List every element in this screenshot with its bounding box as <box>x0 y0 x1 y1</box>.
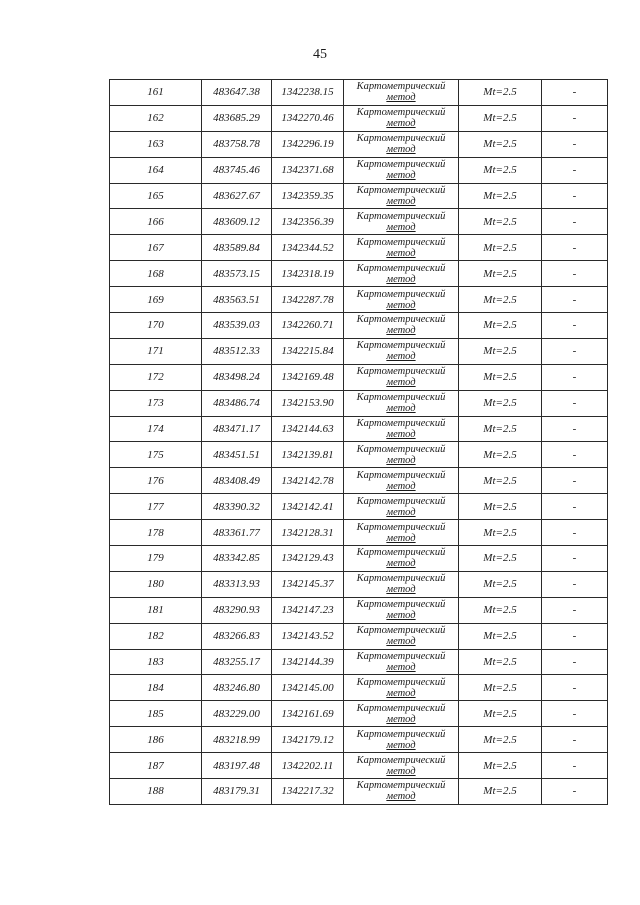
method-line-1: Картометрический <box>356 625 446 637</box>
method-cell <box>344 571 459 597</box>
accuracy-cell: Mt=2.5 <box>459 80 542 106</box>
point-number-cell: 167 <box>110 235 202 261</box>
note-cell: - <box>542 468 608 494</box>
accuracy-cell: Mt=2.5 <box>459 364 542 390</box>
accuracy-cell: Mt=2.5 <box>459 494 542 520</box>
x-coordinate-cell: 483451.51 <box>202 442 272 468</box>
method-line-1: Картометрический <box>356 651 446 663</box>
x-coordinate-cell: 483627.67 <box>202 183 272 209</box>
x-coordinate-cell: 483246.80 <box>202 675 272 701</box>
table-row <box>110 183 608 209</box>
x-coordinate-cell: 483361.77 <box>202 520 272 546</box>
method-line-2: метод <box>386 429 416 441</box>
note-cell: - <box>542 520 608 546</box>
accuracy-cell: Mt=2.5 <box>459 753 542 779</box>
x-coordinate-cell: 483255.17 <box>202 649 272 675</box>
method-cell <box>344 779 459 805</box>
y-coordinate-cell: 1342296.19 <box>272 131 344 157</box>
point-number-cell: 164 <box>110 157 202 183</box>
point-number-cell: 177 <box>110 494 202 520</box>
table-row <box>110 442 608 468</box>
note-cell: - <box>542 442 608 468</box>
method-line-2: метод <box>386 506 416 518</box>
method-cell <box>344 183 459 209</box>
method-cell <box>344 131 459 157</box>
method-cell <box>344 390 459 416</box>
point-number-cell: 178 <box>110 520 202 546</box>
point-number-cell: 175 <box>110 442 202 468</box>
point-number-cell: 163 <box>110 131 202 157</box>
y-coordinate-cell: 1342145.00 <box>272 675 344 701</box>
method-cell <box>344 235 459 261</box>
x-coordinate-cell: 483313.93 <box>202 571 272 597</box>
method-line-2: метод <box>386 377 416 389</box>
point-number-cell: 161 <box>110 80 202 106</box>
y-coordinate-cell: 1342153.90 <box>272 390 344 416</box>
method-line-1: Картометрический <box>356 728 446 740</box>
point-number-cell: 182 <box>110 623 202 649</box>
x-coordinate-cell: 483471.17 <box>202 416 272 442</box>
accuracy-cell: Mt=2.5 <box>459 235 542 261</box>
method-line-1: Картометрический <box>356 780 446 792</box>
method-line-2: метод <box>386 765 416 777</box>
accuracy-cell: Mt=2.5 <box>459 649 542 675</box>
accuracy-cell: Mt=2.5 <box>459 105 542 131</box>
accuracy-cell: Mt=2.5 <box>459 261 542 287</box>
note-cell: - <box>542 649 608 675</box>
accuracy-cell: Mt=2.5 <box>459 701 542 727</box>
table-row <box>110 494 608 520</box>
accuracy-cell: Mt=2.5 <box>459 623 542 649</box>
note-cell: - <box>542 597 608 623</box>
accuracy-cell: Mt=2.5 <box>459 416 542 442</box>
point-number-cell: 169 <box>110 287 202 313</box>
note-cell: - <box>542 623 608 649</box>
y-coordinate-cell: 1342344.52 <box>272 235 344 261</box>
method-cell <box>344 442 459 468</box>
method-line-1: Картометрический <box>356 210 446 222</box>
method-line-1: Картометрический <box>356 314 446 326</box>
accuracy-cell: Mt=2.5 <box>459 442 542 468</box>
method-line-2: метод <box>386 532 416 544</box>
y-coordinate-cell: 1342371.68 <box>272 157 344 183</box>
point-number-cell: 188 <box>110 779 202 805</box>
note-cell: - <box>542 390 608 416</box>
y-coordinate-cell: 1342144.39 <box>272 649 344 675</box>
x-coordinate-cell: 483266.83 <box>202 623 272 649</box>
method-cell <box>344 468 459 494</box>
point-number-cell: 187 <box>110 753 202 779</box>
note-cell: - <box>542 416 608 442</box>
table-row <box>110 364 608 390</box>
x-coordinate-cell: 483498.24 <box>202 364 272 390</box>
method-line-2: метод <box>386 662 416 674</box>
note-cell: - <box>542 80 608 106</box>
point-number-cell: 170 <box>110 313 202 339</box>
accuracy-cell: Mt=2.5 <box>459 209 542 235</box>
note-cell: - <box>542 546 608 572</box>
note-cell: - <box>542 364 608 390</box>
method-line-1: Картометрический <box>356 676 446 688</box>
y-coordinate-cell: 1342217.32 <box>272 779 344 805</box>
accuracy-cell: Mt=2.5 <box>459 546 542 572</box>
x-coordinate-cell: 483197.48 <box>202 753 272 779</box>
x-coordinate-cell: 483218.99 <box>202 727 272 753</box>
y-coordinate-cell: 1342215.84 <box>272 338 344 364</box>
accuracy-cell: Mt=2.5 <box>459 597 542 623</box>
note-cell: - <box>542 287 608 313</box>
y-coordinate-cell: 1342147.23 <box>272 597 344 623</box>
y-coordinate-cell: 1342238.15 <box>272 80 344 106</box>
x-coordinate-cell: 483647.38 <box>202 80 272 106</box>
x-coordinate-cell: 483408.49 <box>202 468 272 494</box>
y-coordinate-cell: 1342128.31 <box>272 520 344 546</box>
accuracy-cell: Mt=2.5 <box>459 520 542 546</box>
accuracy-cell: Mt=2.5 <box>459 183 542 209</box>
method-cell <box>344 546 459 572</box>
table-row <box>110 520 608 546</box>
table-row <box>110 313 608 339</box>
note-cell: - <box>542 338 608 364</box>
coordinates-table <box>109 79 608 805</box>
point-number-cell: 186 <box>110 727 202 753</box>
accuracy-cell: Mt=2.5 <box>459 468 542 494</box>
method-line-1: Картометрический <box>356 495 446 507</box>
table-row <box>110 390 608 416</box>
accuracy-cell: Mt=2.5 <box>459 313 542 339</box>
method-cell <box>344 287 459 313</box>
note-cell: - <box>542 779 608 805</box>
table-row <box>110 338 608 364</box>
point-number-cell: 162 <box>110 105 202 131</box>
note-cell: - <box>542 494 608 520</box>
note-cell: - <box>542 675 608 701</box>
table-row <box>110 649 608 675</box>
method-line-2: метод <box>386 196 416 207</box>
y-coordinate-cell: 1342144.63 <box>272 416 344 442</box>
method-line-2: метод <box>386 325 416 337</box>
point-number-cell: 172 <box>110 364 202 390</box>
method-line-1: Картометрический <box>356 288 446 300</box>
table-row <box>110 416 608 442</box>
y-coordinate-cell: 1342143.52 <box>272 623 344 649</box>
y-coordinate-cell: 1342161.69 <box>272 701 344 727</box>
point-number-cell: 185 <box>110 701 202 727</box>
note-cell: - <box>542 701 608 727</box>
table-row <box>110 779 608 805</box>
method-line-1: Картометрический <box>356 81 446 93</box>
method-line-1: Картометрический <box>356 340 446 352</box>
note-cell: - <box>542 209 608 235</box>
method-line-1: Картометрический <box>356 469 446 481</box>
method-cell <box>344 727 459 753</box>
method-line-2: метод <box>386 299 416 311</box>
accuracy-cell: Mt=2.5 <box>459 571 542 597</box>
x-coordinate-cell: 483486.74 <box>202 390 272 416</box>
method-line-2: метод <box>386 584 416 596</box>
point-number-cell: 166 <box>110 209 202 235</box>
method-cell <box>344 649 459 675</box>
method-line-1: Картометрический <box>356 236 446 248</box>
accuracy-cell: Mt=2.5 <box>459 157 542 183</box>
table-row <box>110 623 608 649</box>
x-coordinate-cell: 483758.78 <box>202 131 272 157</box>
accuracy-cell: Mt=2.5 <box>459 727 542 753</box>
method-cell <box>344 338 459 364</box>
method-line-2: метод <box>386 480 416 492</box>
method-line-1: Картометрический <box>356 418 446 430</box>
x-coordinate-cell: 483573.15 <box>202 261 272 287</box>
method-line-1: Картометрический <box>356 547 446 559</box>
y-coordinate-cell: 1342179.12 <box>272 727 344 753</box>
note-cell: - <box>542 727 608 753</box>
method-line-2: метод <box>386 610 416 622</box>
note-cell: - <box>542 131 608 157</box>
method-line-1: Картометрический <box>356 159 446 171</box>
x-coordinate-cell: 483609.12 <box>202 209 272 235</box>
x-coordinate-cell: 483685.29 <box>202 105 272 131</box>
method-line-2: метод <box>386 687 416 699</box>
method-line-1: Картометрический <box>356 443 446 455</box>
x-coordinate-cell: 483512.33 <box>202 338 272 364</box>
note-cell: - <box>542 261 608 287</box>
x-coordinate-cell: 483229.00 <box>202 701 272 727</box>
y-coordinate-cell: 1342260.71 <box>272 313 344 339</box>
point-number-cell: 165 <box>110 183 202 209</box>
method-line-2: метод <box>386 221 416 233</box>
note-cell: - <box>542 571 608 597</box>
point-number-cell: 179 <box>110 546 202 572</box>
accuracy-cell: Mt=2.5 <box>459 131 542 157</box>
table-row <box>110 571 608 597</box>
method-cell <box>344 209 459 235</box>
method-line-2: метод <box>386 118 416 130</box>
table-row <box>110 105 608 131</box>
method-cell <box>344 597 459 623</box>
method-line-1: Картометрический <box>356 262 446 274</box>
table-row <box>110 131 608 157</box>
method-line-2: метод <box>386 739 416 751</box>
table-row <box>110 597 608 623</box>
x-coordinate-cell: 483745.46 <box>202 157 272 183</box>
point-number-cell: 184 <box>110 675 202 701</box>
method-line-2: метод <box>386 558 416 570</box>
accuracy-cell: Mt=2.5 <box>459 675 542 701</box>
method-line-2: метод <box>386 636 416 648</box>
coordinates-table-body <box>110 80 608 805</box>
method-cell <box>344 520 459 546</box>
table-row <box>110 261 608 287</box>
table-row <box>110 753 608 779</box>
method-line-2: метод <box>386 92 416 104</box>
y-coordinate-cell: 1342287.78 <box>272 287 344 313</box>
note-cell: - <box>542 157 608 183</box>
method-line-1: Картометрический <box>356 107 446 119</box>
method-line-1: Картометрический <box>356 133 446 145</box>
method-cell <box>344 80 459 106</box>
method-line-2: метод <box>386 273 416 285</box>
method-line-1: Картометрический <box>356 392 446 404</box>
table-row <box>110 157 608 183</box>
table-row <box>110 701 608 727</box>
method-line-2: метод <box>386 713 416 725</box>
y-coordinate-cell: 1342169.48 <box>272 364 344 390</box>
method-line-1: Картометрический <box>356 573 446 585</box>
y-coordinate-cell: 1342318.19 <box>272 261 344 287</box>
accuracy-cell: Mt=2.5 <box>459 779 542 805</box>
point-number-cell: 174 <box>110 416 202 442</box>
method-line-1: Картометрический <box>356 599 446 611</box>
y-coordinate-cell: 1342129.43 <box>272 546 344 572</box>
x-coordinate-cell: 483179.31 <box>202 779 272 805</box>
method-cell <box>344 623 459 649</box>
method-line-2: метод <box>386 791 416 803</box>
method-line-1: Картометрический <box>356 366 446 378</box>
accuracy-cell: Mt=2.5 <box>459 287 542 313</box>
method-cell <box>344 701 459 727</box>
table-row <box>110 235 608 261</box>
table-row <box>110 546 608 572</box>
method-line-1: Картометрический <box>356 702 446 714</box>
method-line-2: метод <box>386 247 416 259</box>
method-line-1: Картометрический <box>356 521 446 533</box>
method-cell <box>344 261 459 287</box>
point-number-cell: 168 <box>110 261 202 287</box>
y-coordinate-cell: 1342359.35 <box>272 183 344 209</box>
table-row <box>110 80 608 106</box>
method-line-1: Картометрический <box>356 754 446 766</box>
y-coordinate-cell: 1342142.41 <box>272 494 344 520</box>
x-coordinate-cell: 483563.51 <box>202 287 272 313</box>
point-number-cell: 183 <box>110 649 202 675</box>
x-coordinate-cell: 483342.85 <box>202 546 272 572</box>
method-cell <box>344 313 459 339</box>
point-number-cell: 171 <box>110 338 202 364</box>
method-cell <box>344 753 459 779</box>
accuracy-cell: Mt=2.5 <box>459 390 542 416</box>
y-coordinate-cell: 1342356.39 <box>272 209 344 235</box>
y-coordinate-cell: 1342270.46 <box>272 105 344 131</box>
page-number: 45 <box>313 47 327 62</box>
method-line-2: метод <box>386 454 416 466</box>
y-coordinate-cell: 1342142.78 <box>272 468 344 494</box>
x-coordinate-cell: 483589.84 <box>202 235 272 261</box>
method-cell <box>344 105 459 131</box>
method-line-2: метод <box>386 403 416 415</box>
method-line-2: метод <box>386 170 416 182</box>
table-row <box>110 209 608 235</box>
point-number-cell: 176 <box>110 468 202 494</box>
method-cell <box>344 364 459 390</box>
table-row <box>110 727 608 753</box>
point-number-cell: 173 <box>110 390 202 416</box>
method-line-1: Картометрический <box>356 185 446 196</box>
method-cell <box>344 494 459 520</box>
x-coordinate-cell: 483390.32 <box>202 494 272 520</box>
note-cell: - <box>542 105 608 131</box>
point-number-cell: 181 <box>110 597 202 623</box>
point-number-cell: 180 <box>110 571 202 597</box>
method-cell <box>344 675 459 701</box>
method-cell <box>344 157 459 183</box>
x-coordinate-cell: 483539.03 <box>202 313 272 339</box>
method-line-2: метод <box>386 144 416 156</box>
method-line-2: метод <box>386 351 416 363</box>
y-coordinate-cell: 1342202.11 <box>272 753 344 779</box>
table-row <box>110 468 608 494</box>
y-coordinate-cell: 1342145.37 <box>272 571 344 597</box>
method-cell <box>344 416 459 442</box>
note-cell: - <box>542 183 608 209</box>
table-row <box>110 287 608 313</box>
note-cell: - <box>542 313 608 339</box>
accuracy-cell: Mt=2.5 <box>459 338 542 364</box>
note-cell: - <box>542 753 608 779</box>
x-coordinate-cell: 483290.93 <box>202 597 272 623</box>
table-row <box>110 675 608 701</box>
note-cell: - <box>542 235 608 261</box>
y-coordinate-cell: 1342139.81 <box>272 442 344 468</box>
